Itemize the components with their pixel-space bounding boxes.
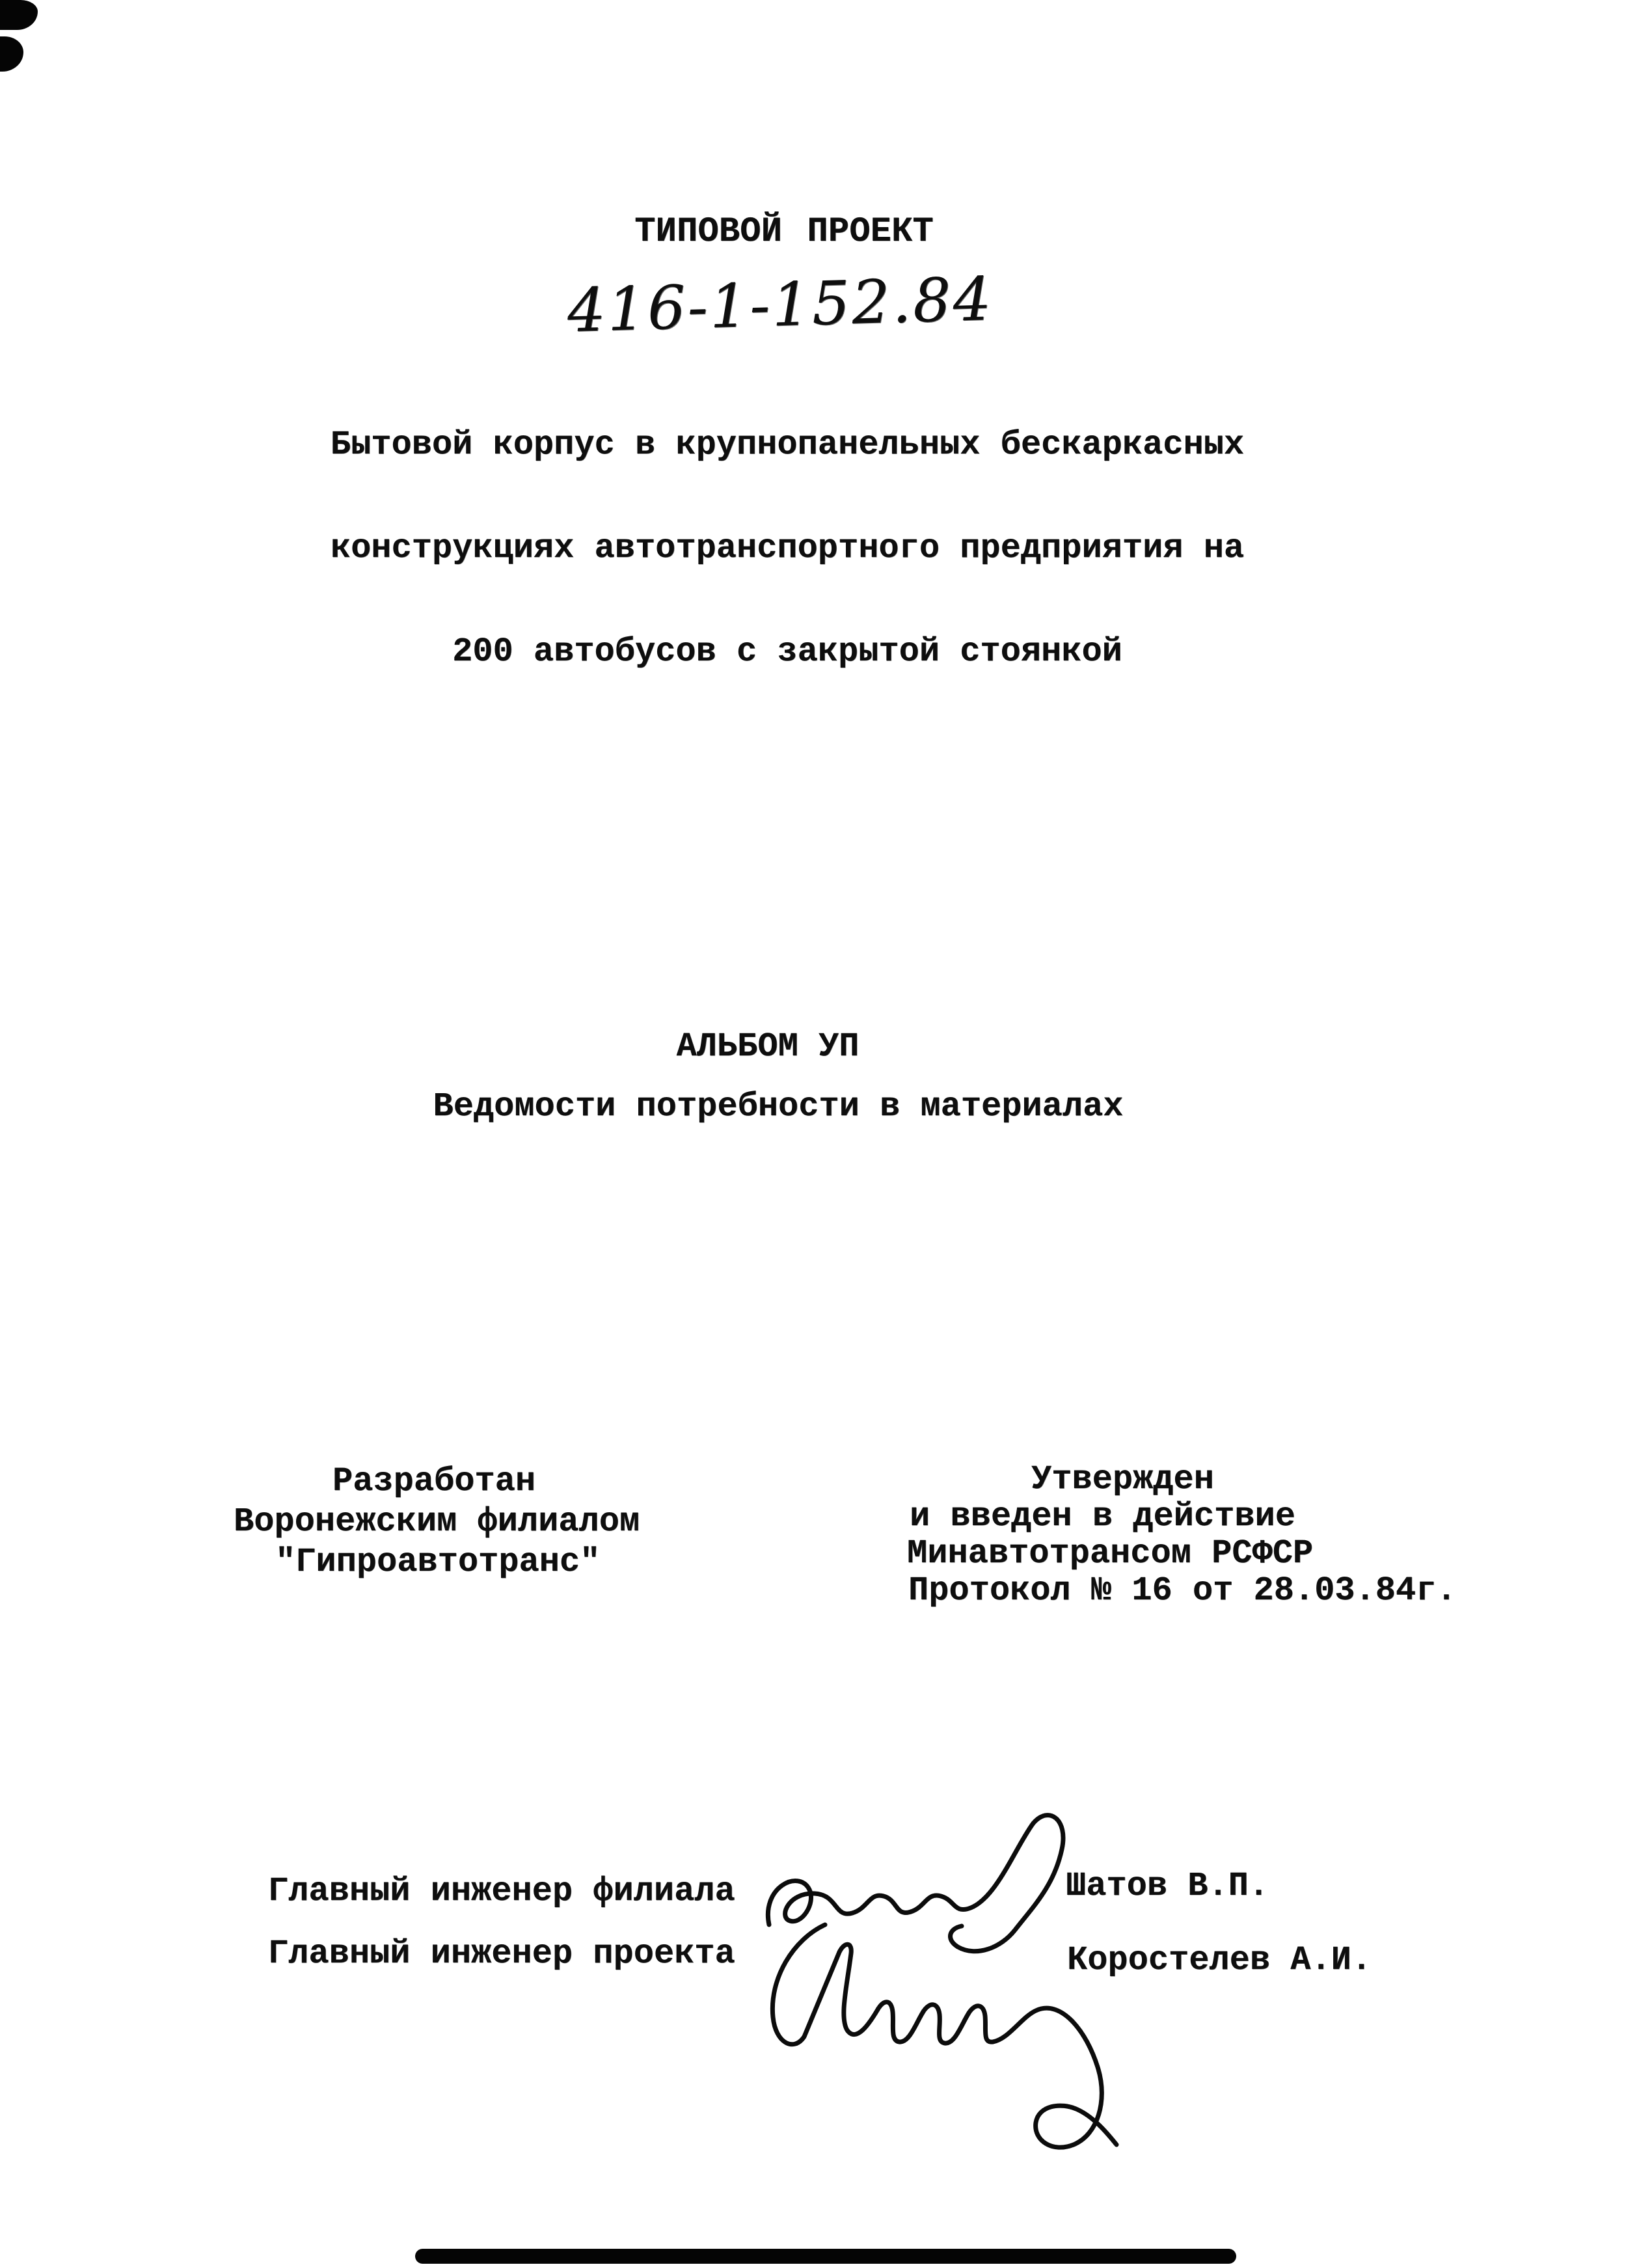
- developer-line-2: Воронежским филиалом: [234, 1502, 640, 1541]
- scan-artifact-corner-blob-small: [0, 36, 23, 72]
- project-number: 416-1-152.84: [566, 264, 994, 346]
- signatory-role: Главный инженер филиала: [268, 1872, 735, 1910]
- title-line: Бытовой корпус в крупнопанельных бескаркасных: [330, 426, 1245, 464]
- document-title: [331, 359, 1244, 738]
- album-label: АЛЬБОМ УП: [676, 1027, 860, 1066]
- signatory-role: Главный инженер проекта: [268, 1934, 735, 1973]
- signatory-name: Шатов В.П.: [1066, 1867, 1269, 1905]
- approval-line-1: Утвержден: [1031, 1460, 1214, 1499]
- developer-line-1: Разработан: [332, 1462, 536, 1500]
- approval-line-4: Протокол № 16 от 28.03.84г.: [908, 1571, 1457, 1610]
- scan-artifact-corner-blob: [0, 0, 38, 30]
- signature-project-engineer: [742, 1913, 1158, 2173]
- approval-line-3: Минавтотрансом РСФСР: [907, 1534, 1314, 1573]
- scan-artifact-bottom-bar: [415, 2249, 1236, 2264]
- developer-line-3: "Гипроавтотранс": [275, 1543, 601, 1581]
- title-line: конструкциях автотранспортного предприятия на: [330, 529, 1245, 567]
- approval-line-2: и введен в действие: [910, 1497, 1295, 1536]
- album-subtitle: Ведомости потребности в материалах: [433, 1087, 1124, 1126]
- title-line: 200 автобусов с закрытой стоянкой: [452, 632, 1122, 671]
- signatory-name: Коростелев А.И.: [1067, 1941, 1372, 1979]
- document-kind-label: ТИПОВОЙ ПРОЕКТ: [634, 212, 934, 252]
